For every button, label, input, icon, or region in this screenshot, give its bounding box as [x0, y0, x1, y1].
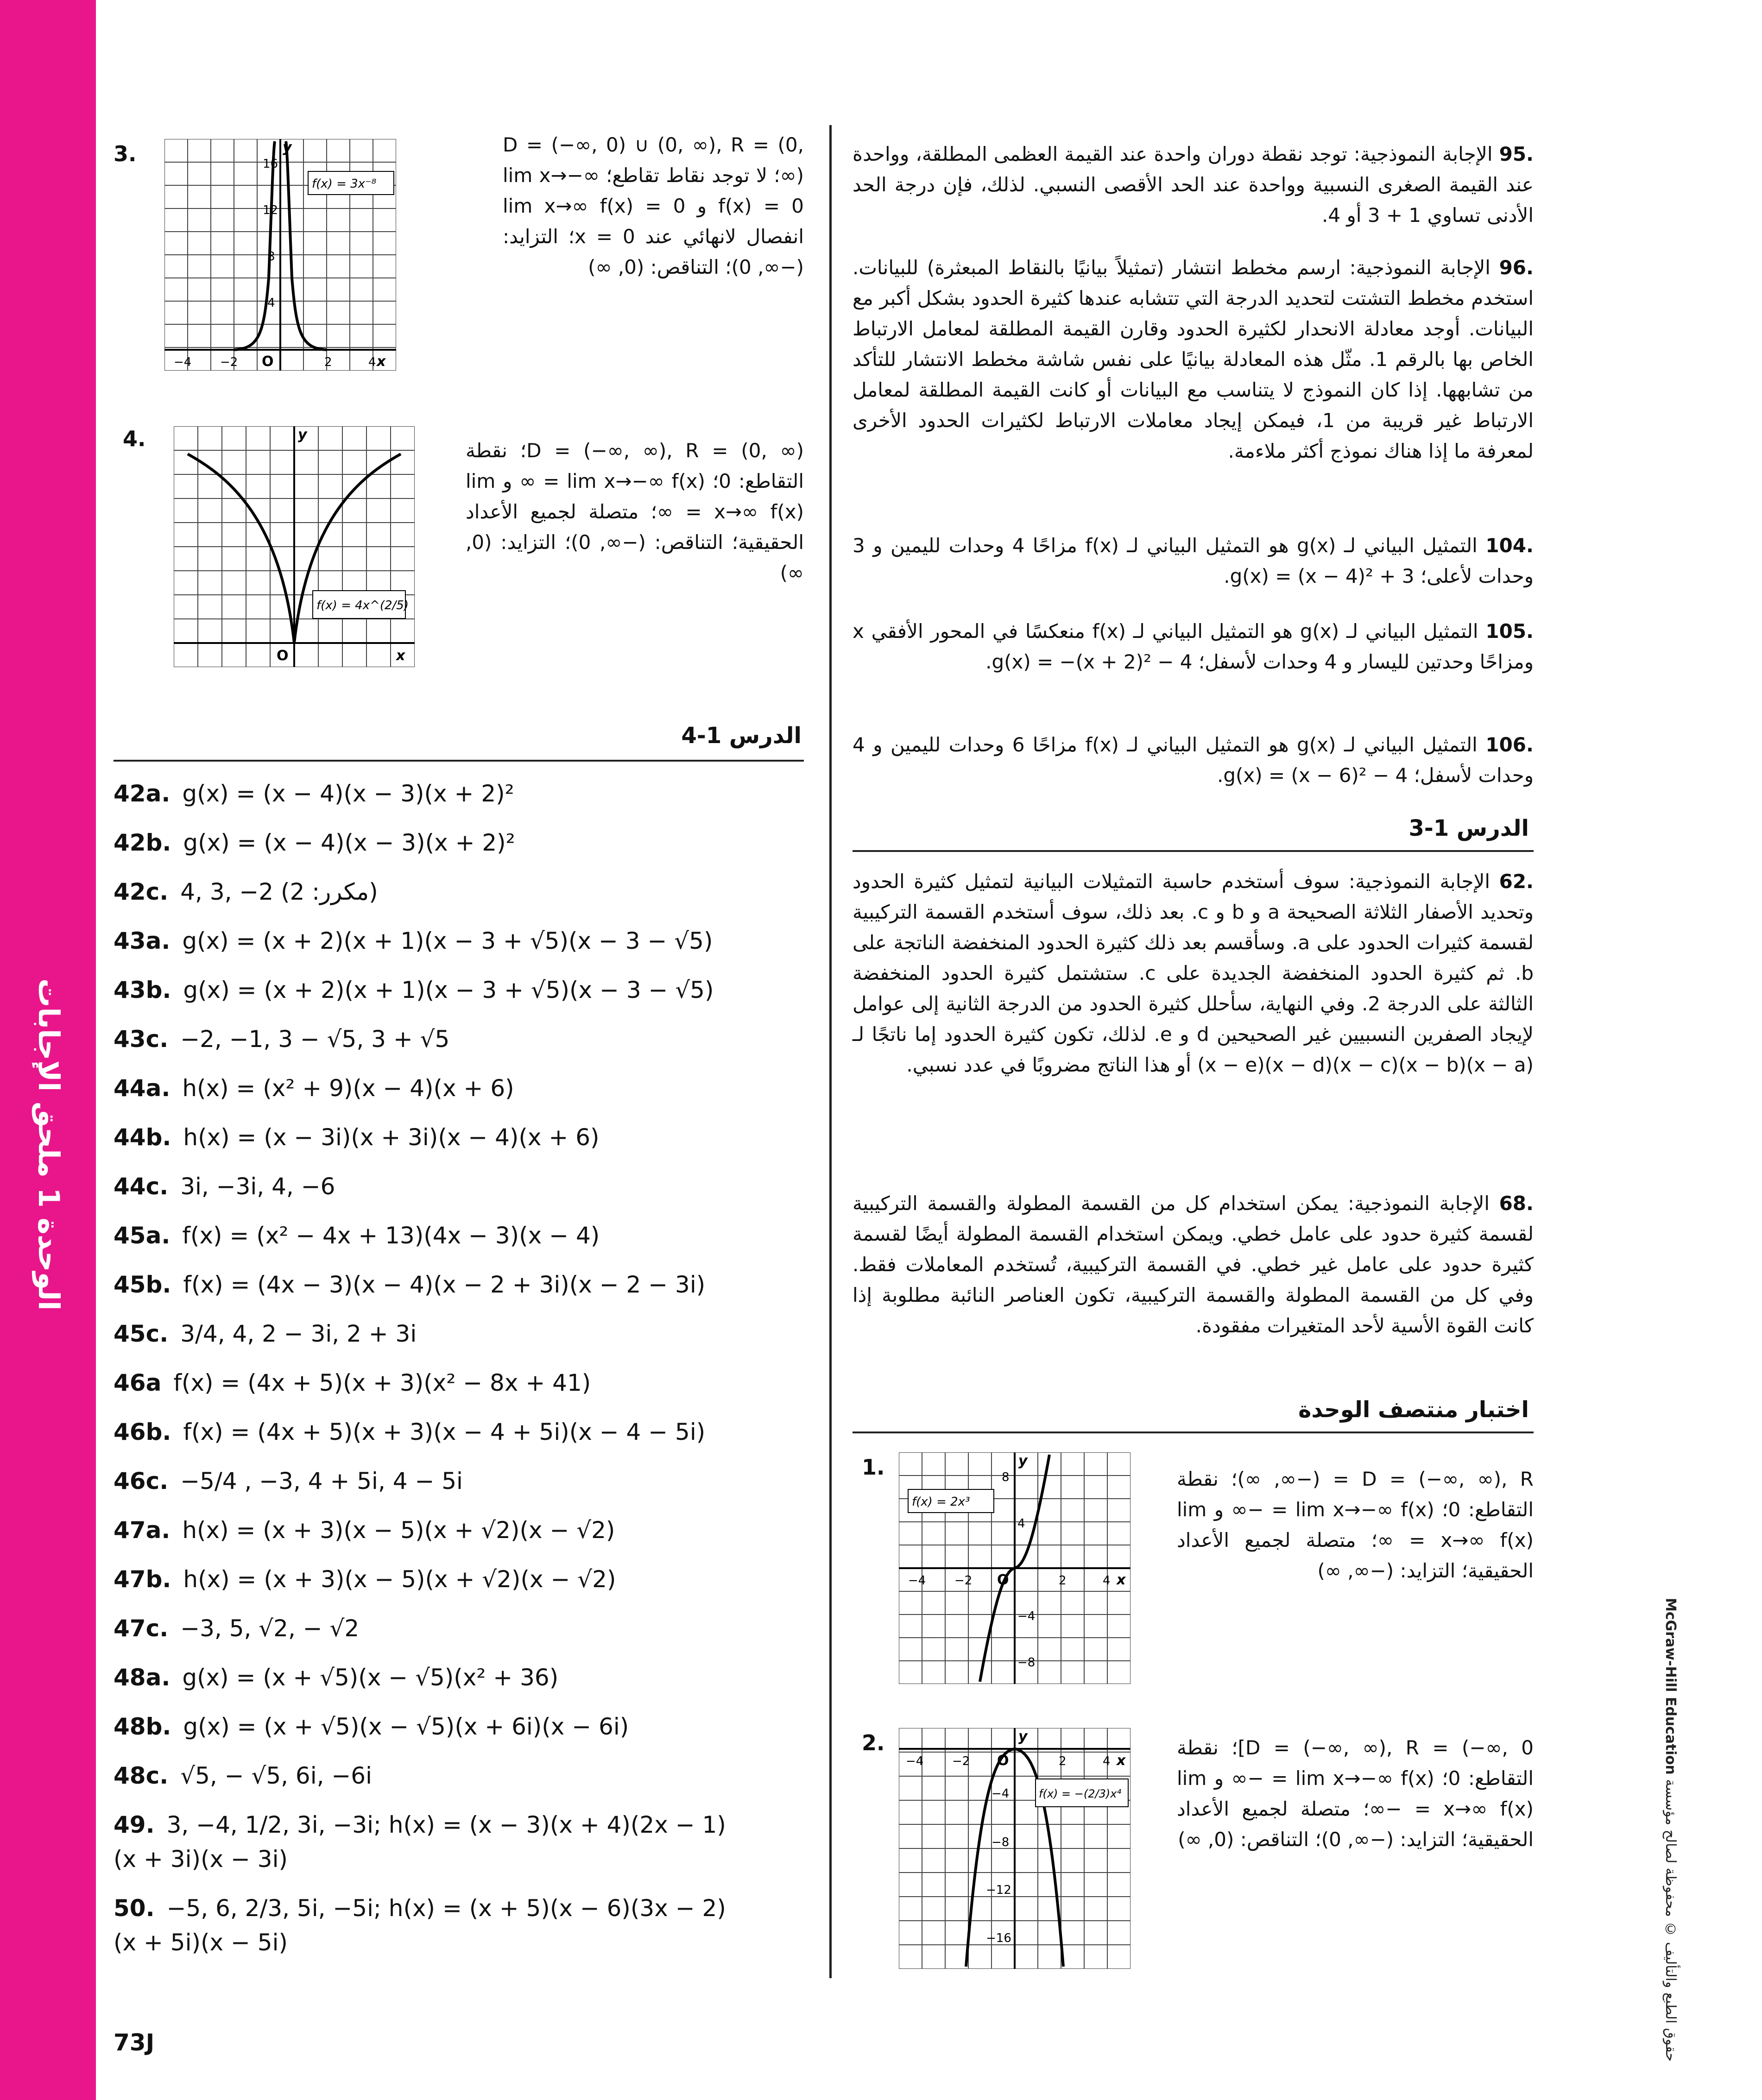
- q104: [853, 530, 1534, 592]
- q104-number: .104: [1485, 534, 1534, 557]
- publisher-credit: [1649, 1529, 1691, 2062]
- graph3-description: D = (−∞, 0) ∪ (0, ∞), R = (0, ∞)؛ لا توجد نقاط تقاطع؛ lim x→−∞ f(x) = 0 و lim x→∞ f(x) = 0 انفصال لانهائي عند x = 0؛ التزايد: (−∞, 0)؛ التناقص: (0, ∞): [503, 133, 804, 278]
- answer-row: [114, 867, 808, 916]
- tick: −4: [992, 1787, 1010, 1801]
- origin-label: O: [997, 1572, 1009, 1588]
- answer-row: [114, 1358, 808, 1407]
- lesson13-title: الدرس 1-3: [1408, 815, 1529, 841]
- tick: 16: [263, 157, 278, 171]
- answer-row: [114, 1555, 808, 1604]
- origin-label: O: [277, 648, 289, 664]
- answer-text: −2, −1, 3 − √5, 3 + √5: [180, 1026, 450, 1053]
- mid-graph2-description: D = (−∞, ∞), R = (−∞, 0]؛ نقطة التقاطع: 0؛ lim x→−∞ f(x) = −∞ و lim x→∞ f(x) = −∞؛ متصلة لجميع الأعداد الحقيقية؛ التزايد: (−∞, 0)؛ التناقص: (0, ∞): [1177, 1736, 1534, 1851]
- answer-label: 49.: [114, 1811, 155, 1838]
- axis-y-label: y: [1018, 1453, 1028, 1469]
- sidebar-label: الوحدة 1 ملحق الإجابات: [32, 978, 66, 1311]
- tick: 4: [1103, 1574, 1111, 1588]
- page-number: 73J: [114, 2029, 155, 2056]
- answer-text: f(x) = (4x − 3)(x − 4)(x − 2 + 3i)(x − 2 − 3i): [183, 1271, 706, 1298]
- answer-row: [114, 1309, 808, 1358]
- answer-row: [114, 1800, 808, 1884]
- answer-label: 45c.: [114, 1320, 169, 1347]
- graph4-function-label: f(x) = 4x^(2/5): [316, 599, 409, 612]
- answer-label: 44a.: [114, 1075, 171, 1102]
- tick: −16: [986, 1931, 1011, 1945]
- answer-label: 48c.: [114, 1762, 169, 1789]
- answer-text: f(x) = (4x + 5)(x + 3)(x² − 8x + 41): [173, 1369, 591, 1396]
- tick: −4: [906, 1754, 924, 1768]
- axis-y-label: y: [1018, 1728, 1028, 1745]
- tick: 12: [263, 203, 278, 217]
- axis-x-label: x: [377, 353, 386, 370]
- publisher-brand: McGraw-Hill Education: [1662, 1597, 1679, 1775]
- answer-text: √5, − √5, 6i, −6i: [180, 1762, 373, 1789]
- q68: [853, 1188, 1534, 1341]
- q62-number: .62: [1499, 870, 1534, 893]
- q95-text: الإجابة النموذجية: توجد نقطة دوران واحدة عند القيمة العظمى المطلقة، وواحدة عند القيمة الصغرى النسبية وواحدة عند الحد الأقصى النسبي. لذلك، فإن درجة الحد الأدنى تساوي 1 + 3 أو 4.: [853, 143, 1534, 227]
- answer-row: [114, 1211, 808, 1260]
- answer-row: [114, 965, 808, 1015]
- answer-row: [114, 1015, 808, 1064]
- answer-label: 47a.: [114, 1517, 171, 1544]
- answer-text: g(x) = (x − 4)(x − 3)(x + 2)²: [183, 829, 515, 856]
- tick: −8: [1017, 1656, 1036, 1670]
- answer-text: −3, 5, √2, − √2: [180, 1615, 360, 1642]
- answer-text: 3i, −3i, 4, −6: [180, 1173, 335, 1200]
- answer-row: [114, 1506, 808, 1555]
- tick: −4: [1017, 1609, 1036, 1623]
- q104-text: التمثيل البياني لـ g(x) هو التمثيل البياني لـ f(x) مزاحًا 4 وحدات لليمين و 3 وحدات لأعلى؛ g(x) = (x − 4)² + 3.: [853, 534, 1534, 587]
- mid-graph1-description: D = (−∞, ∞), R = (−∞, ∞)؛ نقطة التقاطع: 0؛ lim x→−∞ f(x) = −∞ و lim x→∞ f(x) = ∞؛ متصلة لجميع الأعداد الحقيقية؛ التزايد: (−∞, ∞): [1177, 1468, 1534, 1582]
- answer-label: 42a.: [114, 780, 171, 807]
- tick: 8: [267, 250, 275, 264]
- answer-text: 3, −4, 1/2, 3i, −3i; h(x) = (x − 3)(x + 4)(2x − 1) (x + 3i)(x − 3i): [114, 1811, 726, 1873]
- answer-label: 45a.: [114, 1222, 171, 1249]
- answer-label: 48a.: [114, 1664, 171, 1691]
- answer-row: [114, 818, 808, 867]
- answer-label: 44c.: [114, 1173, 169, 1200]
- lesson14-answers: [114, 769, 808, 1967]
- lesson13-rule: [853, 850, 1534, 852]
- answer-text: f(x) = (4x + 5)(x + 3)(x − 4 + 5i)(x − 4 − 5i): [183, 1419, 706, 1445]
- q106-text: التمثيل البياني لـ g(x) هو التمثيل البياني لـ f(x) مزاحًا 6 وحدات لليمين و 4 وحدات لأسفل؛ g(x) = (x − 6)² − 4.: [853, 733, 1534, 787]
- answer-label: 42b.: [114, 829, 171, 856]
- graph3: [164, 139, 396, 371]
- q96: [853, 252, 1534, 467]
- tick: 2: [1059, 1754, 1067, 1768]
- axis-y-label: y: [298, 427, 307, 443]
- tick: −12: [986, 1883, 1011, 1897]
- tick: 4: [1017, 1517, 1025, 1531]
- q62: [853, 866, 1534, 1080]
- answer-text: h(x) = (x + 3)(x − 5)(x + √2)(x − √2): [183, 1566, 616, 1593]
- column-divider: [829, 125, 832, 1978]
- answer-text: 4, 3, −2 (2 :مكرر): [180, 878, 378, 905]
- answer-label: 42c.: [114, 878, 169, 905]
- tick: 8: [1002, 1470, 1010, 1484]
- axis-y-label: y: [283, 139, 292, 156]
- tick: 4: [267, 296, 275, 310]
- q62-text: الإجابة النموذجية: سوف أستخدم حاسبة التمثيلات البيانية لتمثيل كثيرة الحدود وتحديد الأصفار الثلاثة الصحيحة a و b و c. بعد ذلك، سوف أستخدم القسمة التركيبية لقسمة كثيرات الحدود على a. وسأقسم بعد ذلك كثيرة الحدود المنخفضة الناتجة على b. ثم كثيرة الحدود المنخفضة الجديدة على c. ستشتمل كثيرة الحدود المنخفضة الثالثة على الدرجة 2. وفي النهاية، سأحلل كثيرة الحدود من الدرجة الثانية إلى عوامل لإيجاد الصفرين النسبيين غير الصحيحين d و e. لذلك، تكون كثيرة الحدود إما ناتجًا لـ (x − a)(x − b)(x − c)(x − d)(x − e) أو هذا الناتج مضروبًا في عدد نسبي.: [853, 870, 1534, 1076]
- q106-number: .106: [1485, 733, 1534, 756]
- answer-text: h(x) = (x − 3i)(x + 3i)(x − 4)(x + 6): [183, 1124, 600, 1151]
- tick: −4: [174, 355, 192, 369]
- q68-text: الإجابة النموذجية: يمكن استخدام كل من القسمة المطولة والقسمة التركيبية لقسمة كثيرة حدود على عامل خطي. ويمكن استخدام القسمة المطولة أيضًا لقسمة كثيرة حدود على عامل غير خطي. في القسمة التركيبية، تُستخدم المعاملات فقط. وفي كل من القسمة المطولة والقسمة التركيبية، تكون العناصر النائبة مطلوبة إذا كانت القوة الأسية لأحد المتغيرات مفقودة.: [853, 1192, 1534, 1337]
- answer-row: [114, 1653, 808, 1702]
- answer-row: [114, 1260, 808, 1309]
- answer-text: g(x) = (x + √5)(x − √5)(x + 6i)(x − 6i): [183, 1713, 629, 1740]
- answer-label: 46a: [114, 1369, 162, 1396]
- answer-text: f(x) = (x² − 4x + 13)(4x − 3)(x − 4): [182, 1222, 600, 1249]
- mid-graph2-function-label: f(x) = −(2/3)x⁴: [1039, 1787, 1122, 1800]
- answer-row: [114, 1457, 808, 1506]
- answer-label: 44b.: [114, 1124, 171, 1151]
- q105: [853, 616, 1534, 677]
- answer-row: [114, 769, 808, 818]
- answer-label: 48b.: [114, 1713, 171, 1740]
- answer-row: [114, 1064, 808, 1113]
- answer-label: 43a.: [114, 927, 171, 954]
- q105-number: .105: [1485, 620, 1534, 643]
- answer-row: [114, 1113, 808, 1162]
- graph4: [174, 426, 415, 667]
- sidebar: [0, 0, 96, 2100]
- answer-label: 47c.: [114, 1615, 169, 1642]
- answer-text: g(x) = (x + 2)(x + 1)(x − 3 + √5)(x − 3 − √5): [182, 927, 713, 954]
- answer-text: −5/4 , −3, 4 + 5i, 4 − 5i: [180, 1468, 463, 1495]
- answer-label: 46c.: [114, 1468, 169, 1495]
- tick: 4: [368, 355, 376, 369]
- q96-text: الإجابة النموذجية: ارسم مخطط انتشار (تمثيلاً بيانيًا بالنقاط المبعثرة) للبيانات. استخدم مخطط التشتت لتحديد الدرجة التي تتشابه عندها كثيرة الحدود بشكل أكبر مع البيانات. أوجد معادلة الانحدار لكثيرة الحدود وقارن القيمة المطلقة لمعامل الارتباط الخاص بها بالرقم 1. مثّل هذه المعادلة بيانيًا على نفس شاشة مخطط الانتشار للتأكد من تشابهها. إذا كان النموذج لا يتناسب مع البيانات أو كانت القيمة المطلقة لمعامل الارتباط غير قريبة من 1، فيمكن إيجاد معاملات الارتباط لكثيرات الحدود الأخرى لمعرفة ما إذا هناك نموذج أكثر ملاءمة.: [853, 256, 1534, 462]
- answer-label: 43c.: [114, 1026, 169, 1053]
- answer-label: 46b.: [114, 1419, 171, 1445]
- answer-row: [114, 1162, 808, 1211]
- answer-text: −5, 6, 2/3, 5i, −5i; h(x) = (x + 5)(x − 6)(3x − 2) (x + 5i)(x − 5i): [114, 1895, 726, 1956]
- origin-label: O: [262, 353, 274, 370]
- mid-graph1: [899, 1452, 1130, 1684]
- tick: −8: [992, 1835, 1010, 1849]
- axis-x-label: x: [396, 648, 405, 664]
- tick: −4: [908, 1574, 926, 1588]
- answer-label: 43b.: [114, 977, 171, 1003]
- lesson14-title: الدرس 1-4: [681, 723, 802, 749]
- tick: 4: [1103, 1754, 1111, 1768]
- answer-text: 3/4, 4, 2 − 3i, 2 + 3i: [180, 1320, 417, 1347]
- mid-graph1-function-label: f(x) = 2x³: [912, 1495, 970, 1509]
- copyright-text: حقوق الطبع والتأليف © محفوظة لصالح مؤسسة: [1662, 1779, 1679, 2062]
- q95-number: .95: [1499, 143, 1534, 165]
- answer-row: [114, 1702, 808, 1751]
- lesson14-rule: [114, 760, 804, 762]
- graph3-function-label: f(x) = 3x⁻⁸: [312, 177, 377, 191]
- axis-x-label: x: [1117, 1753, 1126, 1769]
- tick: −2: [954, 1574, 973, 1588]
- axis-x-label: x: [1117, 1572, 1126, 1588]
- graph3-label: 3.: [114, 141, 137, 166]
- origin-label: O: [997, 1753, 1009, 1769]
- answer-text: g(x) = (x − 4)(x − 3)(x + 2)²: [182, 780, 514, 807]
- mid-graph2-label: 2.: [862, 1730, 885, 1755]
- answer-label: 47b.: [114, 1566, 171, 1593]
- q68-number: .68: [1499, 1192, 1534, 1215]
- answer-label: 50.: [114, 1895, 155, 1922]
- answer-row: [114, 1751, 808, 1800]
- answer-text: g(x) = (x + √5)(x − √5)(x² + 36): [182, 1664, 559, 1691]
- answer-text: h(x) = (x + 3)(x − 5)(x + √2)(x − √2): [182, 1517, 615, 1544]
- answer-row: [114, 1884, 808, 1967]
- answer-text: g(x) = (x + 2)(x + 1)(x − 3 + √5)(x − 3 − √5): [183, 977, 714, 1003]
- answer-row: [114, 1604, 808, 1653]
- midchapter-title: اختبار منتصف الوحدة: [1298, 1397, 1529, 1423]
- q95: [853, 139, 1534, 231]
- mid-graph1-label: 1.: [862, 1455, 885, 1480]
- tick: 2: [324, 355, 332, 369]
- answer-row: [114, 916, 808, 965]
- answer-text: h(x) = (x² + 9)(x − 4)(x + 6): [182, 1075, 514, 1102]
- graph4-description: D = (−∞, ∞), R = (0, ∞)؛ نقطة التقاطع: 0؛ lim x→−∞ f(x) = ∞ و lim x→∞ f(x) = ∞؛ متصلة لجميع الأعداد الحقيقية؛ التناقص: (−∞, 0)؛ التزايد: (0, ∞): [466, 439, 804, 584]
- tick: −2: [952, 1754, 970, 1768]
- tick: 2: [1059, 1574, 1067, 1588]
- q106: [853, 730, 1534, 791]
- tick: −2: [220, 355, 238, 369]
- answer-row: [114, 1407, 808, 1457]
- graph4-label: 4.: [123, 426, 146, 451]
- q105-text: التمثيل البياني لـ g(x) هو التمثيل البياني لـ f(x) منعكسًا في المحور الأفقي x ومزاحًا وحدتين لليسار و 4 وحدات لأسفل؛ g(x) = −(x + 2)² − 4.: [853, 620, 1534, 673]
- answer-label: 45b.: [114, 1271, 171, 1298]
- midchapter-rule: [853, 1432, 1534, 1433]
- mid-graph2: [899, 1728, 1130, 1969]
- q96-number: .96: [1499, 256, 1534, 279]
